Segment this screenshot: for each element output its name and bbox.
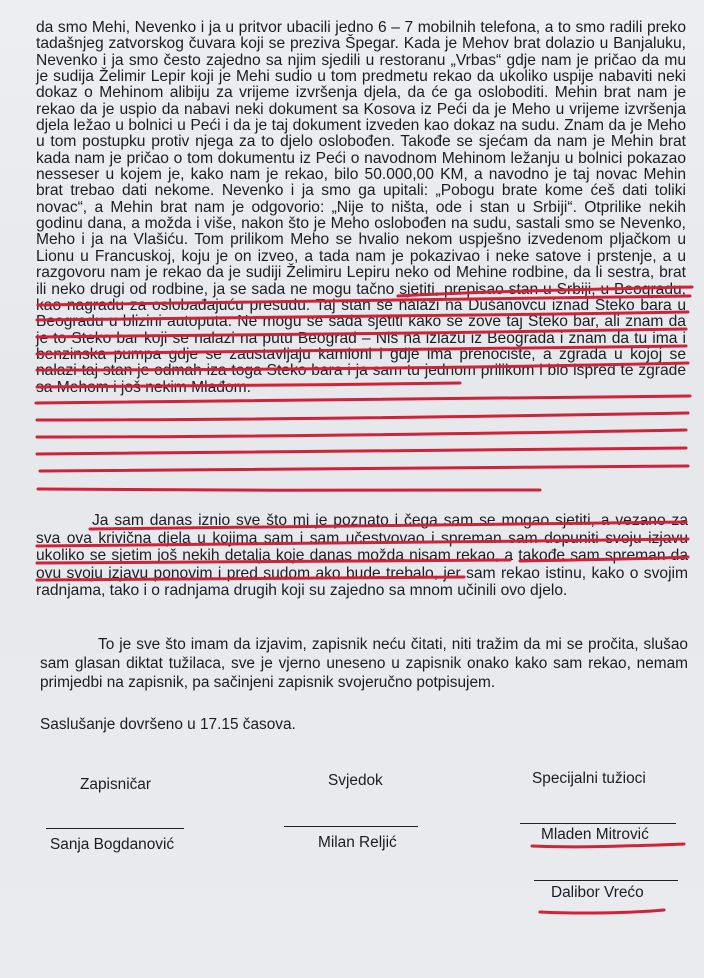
marker-line (540, 910, 664, 913)
prosecutor2-signature-line (534, 880, 678, 881)
marker-line (37, 413, 688, 420)
marker-line (40, 466, 688, 471)
witness-name: Milan Reljić (318, 834, 397, 851)
recorder-name: Sanja Bogdanović (50, 836, 175, 853)
witness-role: Svjedok (328, 772, 383, 789)
marker-line (36, 396, 690, 403)
closing-line: Saslušanje dovršeno u 17.15 časova. (40, 716, 296, 733)
marker-line (38, 489, 540, 490)
prosecutor2-name: Dalibor Vrećo (551, 884, 644, 901)
marker-line (37, 430, 686, 437)
statement-paragraph-1 (36, 20, 686, 396)
paragraph-text: da smo Mehi, Nevenko i ja u pritvor ubacili jedno 6 – 7 mobilnih telefona, a to smo radili preko tadašnjeg zatvorskog čuvara koji se preziva Špegar. Kada je Mehov brat dolazio u Banjaluku, Nevenko i ja smo često zajedno sa njim sjedili u restoranu „Vrbas“ gdje nam je pričao da mu je sudija Želimir Lepir koji je Mehi sudio u tom predmetu rekao da ukoliko uspije nabaviti neki dokaz o Mehinom alibiju za vrijeme izvršenja djela, da će ga osloboditi. Mehin brat nam je rekao da je uspio da nabavi neki dokument sa Kosova iz Peći da je Meho u vrijeme izvršenja djela ležao u bolnici u Peći i da je taj dokument izveden kao dokaz na sudu. Znam da je Meho u tom postupku protiv njega za to djelo oslobođen. Takođe se sjećam da nam je Mehin brat kada nam je pričao o tom dokumentu iz Peći o navodnom Mehinom ležanju u bolnici pokazao nesseser u kojem je, kako nam je rekao, bilo 50.000,00 KM, a navodno je taj novac Mehin brat trebao dati nekome. Nevenko i ja smo ga upitali: „Pobogu brate kome ćeš dati toliki novac“, a Mehin brat nam je odgovorio: „Nije to ništa, ode i stan u Srbiji“. Otprilike nekih godinu dana, a možda i više, nakon što je Meho oslobođen na sudu, sastali smo se Nevenko, Meho i ja na Vlašiću. Tom prilikom Meho se hvalio nekom uspješno izvedenom pljačkom u Lionu u Francuskoj, koju je on izveo, a tada nam je pokazivao i neke satove i prstenje, a u razgovoru nam je rekao da je sudiji Želimiru Lepiru neko od Mehine rodbine, da li sestra, brat ili neko drugi od rodbine, ja se sada ne mogu tačno sjetiti, prepisao stan u Srbiji, u Beogradu, kao nagradu za oslobađajuću presudu. Taj stan se nalazi na Dušanovcu iznad Steko bara u Beogradu u blizini autoputa. Ne mogu se sada sjetiti kako se zove taj Steko bar, ali znam da je to Steko bar koji se nalazi na putu Beograd – Niš na izlazu iz Beograda i znam da tu ima i benzinska pumpa gdje se zaustavljaju kamioni i gdje ima prenoćište, a zgrada u kojoj se nalazi taj stan je odmah iza toga Steko bara i ja sam tu jednom prilikom i bio ispred te zgrade sa Mehom i još nekim Mlađom. (36, 19, 686, 396)
recorder-role: Zapisničar (80, 776, 151, 793)
prosecutor1-name: Mladen Mitrović (541, 826, 649, 843)
statement-paragraph-2: Ja sam danas iznio sve što mi je poznato i čega sam se mogao sjetiti, a vezano za sva ova krivična djela u kojima sam i sam učestvovao i spreman sam dopuniti svoju izjavu ukoliko se sjetim još nekih detalja koje danas možda nisam rekao, a takođe sam spreman da ovu svoju izjavu ponovim i pred sudom ako bude trebalo, jer sam rekao istinu, kako o svojim radnjama, tako i o radnjama drugih koji su zajedno sa mnom učinili ovo djelo. (36, 512, 688, 600)
witness-signature-line (284, 826, 418, 827)
recorder-signature-line (46, 828, 184, 829)
prosecutor1-signature-line (520, 823, 676, 824)
prosecutors-role: Specijalni tužioci (532, 770, 646, 787)
marker-line (532, 844, 684, 847)
marker-line (37, 448, 686, 454)
statement-paragraph-3: To je sve što imam da izjavim, zapisnik neću čitati, niti tražim da mi se pročita, slušao sam glasan diktat tužilaca, sve je vjerno uneseno u zapisnik onako kako sam rekao, nemam primjedbi na zapisnik, pa sačinjeni zapisnik svojeručno potpisujem. (40, 636, 688, 691)
